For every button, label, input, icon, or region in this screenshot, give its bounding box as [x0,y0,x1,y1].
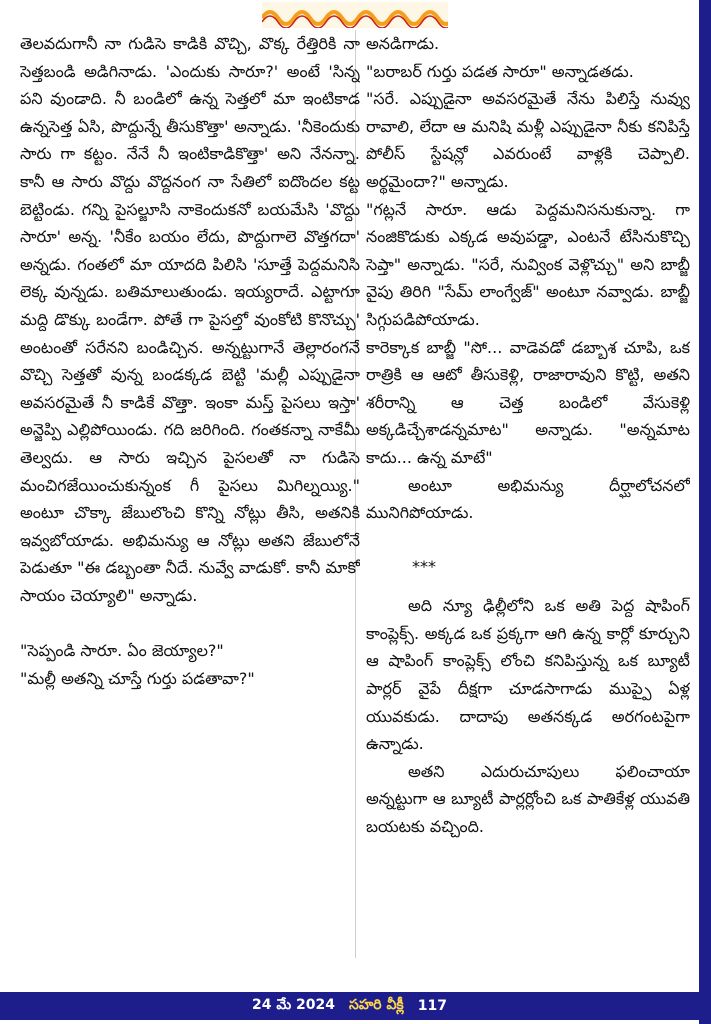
paragraph: అనడిగాడు. [366,34,440,53]
paragraph: అది న్యూ ఢిల్లీలోని ఒక అతి పెద్ద షాపింగ్ కాంప్లెక్స్. అక్కడ ఒక ప్రక్కగా ఆగి ఉన్న కార్లో కూర్చుని ఆ షాపింగ్ కాంప్లెక్స్ లోంచి కనిపిస్తున్న ఒక బ్యూటీ పార్లర్ వైపే దీక్షగా చూడసాగాడు ముప్పై ఏళ్ల యువకుడు. దాదాపు అతనక్కడ అరగంటపైగా ఉన్నాడు. [366,596,690,754]
paragraph: "సరే. ఎప్పుడైనా అవసరమైతే నేను పిలిస్తే నువ్వు రావాలి, లేదా ఆ మనిషి మళ్లీ ఎప్పుడైనా నీకు కనిపిస్తే పోలీస్ స్టేషన్లో ఎవరుంటే వాళ్లకి చెప్పాలి. అర్థమైందా?" అన్నాడు. [366,89,690,191]
paragraph: తెలవదుగానీ నా గుడిసె కాడికి వొచ్చి, వొక్క రేత్తిరికి నా సెత్తబండి అడిగినాడు. 'ఎందుకు సారూ?' అంటే 'సిన్న పని వుండాది. నీ బండిలో ఉన్న సెత్తలో మా ఇంటికాడ ఉన్నసెత్త ఏసి, పొద్దున్నే తీసుకొత్తా' అన్నాడు. 'నీకెందుకు సారు గా కట్టం. నేనే నీ ఇంటికాడికొత్తా' అని నేనన్నా. కానీ ఆ సారు వొద్దు వొద్దనంగ నా సేతిలో ఐదొందల కట్ట బెట్టిండు. గన్ని పైసల్జూసి నాకెందుకనో బయమేసి 'వొద్దు సారూ' అన్న. 'నీకేం బయం లేదు, పొద్దుగాలె వొత్తగదా' అన్నడు. గంతలో మా యాదది పిలిసి 'సూత్తే పెద్దమనిసి లెక్క వున్నడు. బతిమాలుతుండు. ఇయ్యరాదే. ఎట్టాగూ మద్ది డొక్కు బండేగా. పోతే గా పైసల్తో వుంకోటి కొనొచ్చు' అంటంతో సరేనని బండిచ్చిన. అన్నట్టుగానే తెల్లారంగనే వొచ్చి సెత్తతో వున్న బండక్కడ బెట్టి 'మల్లీ ఎప్పుడైనా అవసరమైతే నీ కాడికే వొత్తా. ఇంకా మస్త్ పైసలు ఇస్తా' అన్జెప్పి ఎల్లిపోయిండు. గది జరిగింది. గంతకన్నా నాకేమీ తెల్వదు. ఆ సారు ఇచ్చిన పైసలతో నా గుడిసె మంచిగజేయించుకున్నంక గీ పైసలు మిగిల్నయ్యి." అంటూ చొక్కా జేబులొంచి కొన్ని నోట్లు తీసి, అతనికి ఇవ్వబోయాడు. అభిమన్యు ఆ నోట్లు అతని జేబులోనే పెడుతూ "ఈ డబ్బంతా నీదే. నువ్వే వాడుకో. కానీ మాకో సాయం చెయ్యాలి" అన్నాడు. [20,34,360,605]
paragraph: అంటూ అభిమన్యు దీర్ఘాలోచనలో మునిగిపోయాడు. [366,475,690,523]
paragraph: కారెక్కాక బాబ్జీ "సో... వాడెవడో డబ్బాశ చూపి, ఒక రాత్రికి ఆ ఆటో తీసుకెళ్లి, రాజారావుని కొట్టి, అతని శరీరాన్ని ఆ చెత్త బండిలో వేసుకెళ్లి అక్కడిచ్చేశాడన్నమాట" అన్నాడు. "అన్నమాట కాదు... ఉన్న మాటే" [366,337,690,467]
paragraph: అతని ఎదురుచూపులు ఫలించాయా అన్నట్టుగా ఆ బ్యూటీ పార్లర్లోంచి ఒక పాతికేళ్ల యువతి బయటకు వచ్చింది. [366,761,690,837]
issue-date: 24 మే 2024 [252,996,336,1013]
paragraph: "మల్లీ అతన్ని చూస్తే గుర్తు పడతావా?" [20,669,255,689]
magazine-name: సహరి వీక్లీ [349,996,404,1013]
paragraph: "బరాబర్ గుర్తు పడత సారూ" అన్నాడతడు. [366,61,634,81]
section-break: *** [412,556,436,576]
paragraph: "సెప్పండి సారూ. ఏం జెయ్యాల?" [20,641,224,661]
top-ornament [262,2,448,28]
paragraph: "గట్లనే సారూ. ఆడు పెద్దమనిసనుకున్నా. గా నంజికొడుకు ఎక్కడ అవుపడ్డా, ఎంటనే టేసినుకొచ్చి సెప్తా" అన్నాడు. "సరే, నువ్వింక వెళ్లొచ్చు" అని బాబ్జీ వైపు తిరిగి "సేమ్ లాంగ్వేజ్" అంటూ నవ్వాడు. బాబ్జీ సిగ్గుపడిపోయాడు. [366,199,690,329]
page-edge-strip [699,0,711,1024]
left-column [20,30,360,960]
page-number: 117 [417,998,447,1014]
page-footer [0,992,699,1020]
right-column [366,30,690,960]
